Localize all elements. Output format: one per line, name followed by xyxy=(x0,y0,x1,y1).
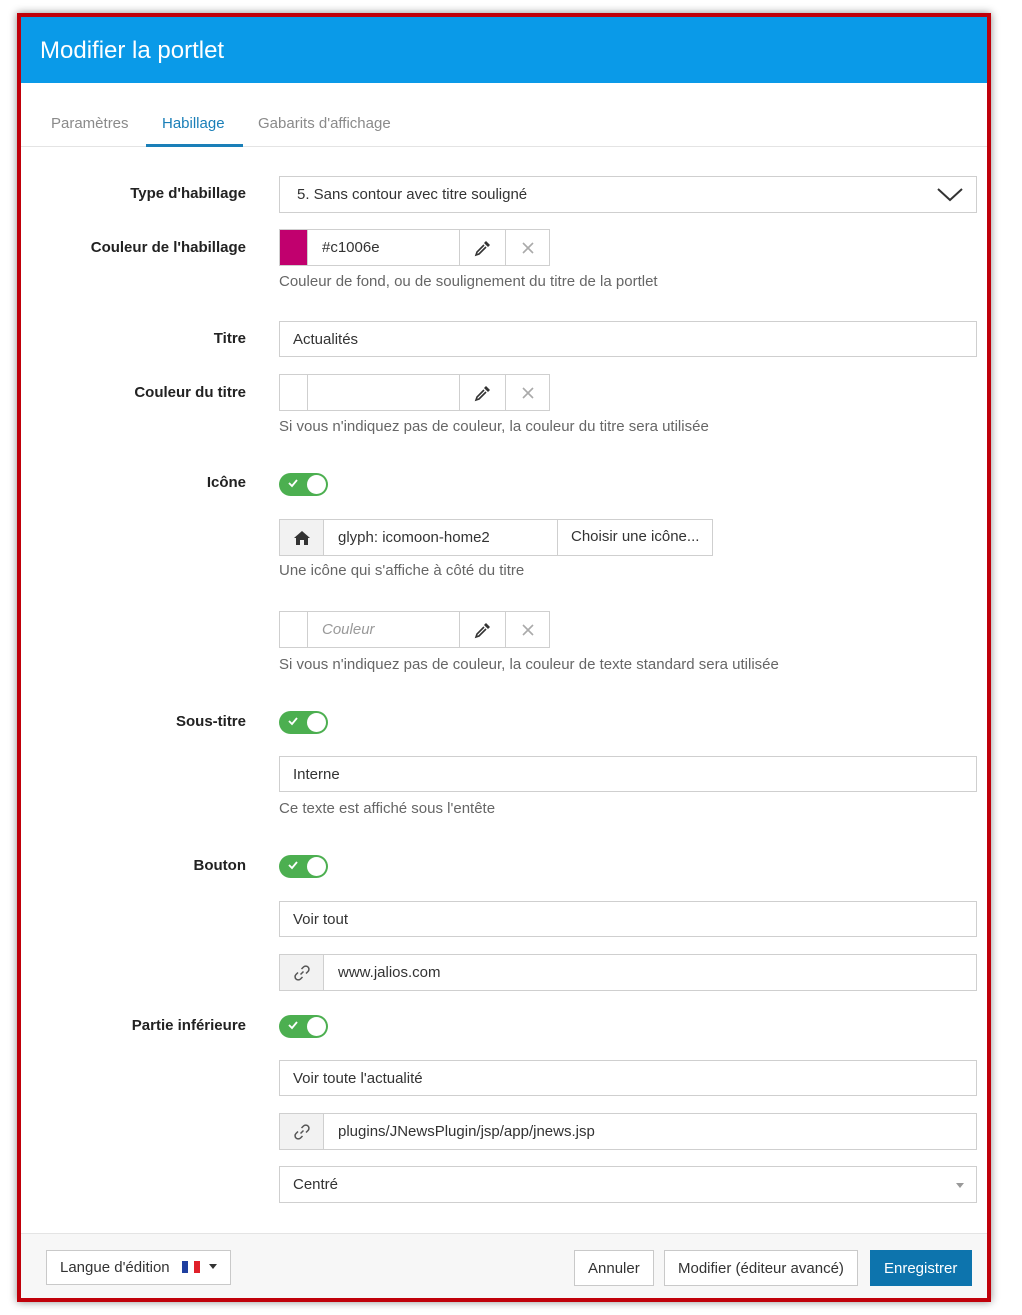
dialog-title: Modifier la portlet xyxy=(40,37,225,64)
partie-inferieure-link-input[interactable]: plugins/JNewsPlugin/jsp/app/jnews.jsp xyxy=(338,1123,595,1140)
portlet-dialog xyxy=(17,13,991,1302)
tab-habillage[interactable]: Habillage xyxy=(162,115,225,132)
couleur-titre-help: Si vous n'indiquez pas de couleur, la couleur du titre sera utilisée xyxy=(279,418,709,435)
partie-inferieure-label: Partie inférieure xyxy=(131,1017,246,1034)
caret-down-icon xyxy=(956,1183,964,1188)
eyedropper-icon xyxy=(474,384,492,402)
toggle-knob xyxy=(307,713,326,732)
clear-color-button[interactable] xyxy=(505,612,549,647)
choose-icon-button[interactable]: Choisir une icône... xyxy=(557,520,712,555)
link-addon xyxy=(280,955,324,990)
icone-color-help: Si vous n'indiquez pas de couleur, la couleur de texte standard sera utilisée xyxy=(279,656,779,673)
check-icon xyxy=(288,716,298,726)
toggle-knob xyxy=(307,475,326,494)
icone-label: Icône xyxy=(206,474,246,491)
icone-color-input[interactable]: Couleur xyxy=(322,621,375,638)
icone-help: Une icône qui s'affiche à côté du titre xyxy=(279,562,525,579)
icone-toggle[interactable] xyxy=(279,473,328,496)
sous-titre-label: Sous-titre xyxy=(175,713,246,730)
check-icon xyxy=(288,478,298,488)
save-button[interactable]: Enregistrer xyxy=(870,1250,972,1286)
clear-color-button[interactable] xyxy=(505,375,549,410)
couleur-habillage-picker xyxy=(279,229,550,266)
link-icon xyxy=(293,1123,311,1141)
tab-bar xyxy=(21,83,987,147)
check-icon xyxy=(288,860,298,870)
color-swatch[interactable] xyxy=(280,612,308,647)
sous-titre-input[interactable]: Interne xyxy=(279,756,977,792)
bouton-link-field xyxy=(279,954,977,991)
couleur-titre-label: Couleur du titre xyxy=(134,384,246,401)
eyedropper-icon xyxy=(474,621,492,639)
bouton-link-input[interactable]: www.jalios.com xyxy=(338,964,441,981)
partie-inferieure-text-input[interactable]: Voir toute l'actualité xyxy=(279,1060,977,1096)
tab-parametres[interactable]: Paramètres xyxy=(51,115,129,132)
alignment-value: Centré xyxy=(293,1176,339,1193)
close-icon xyxy=(521,386,535,400)
caret-down-icon xyxy=(209,1264,217,1269)
link-addon xyxy=(280,1114,324,1149)
cancel-button[interactable]: Annuler xyxy=(574,1250,654,1286)
tab-gabarits[interactable]: Gabarits d'affichage xyxy=(258,115,391,132)
eyedropper-button[interactable] xyxy=(459,375,505,410)
check-icon xyxy=(288,1020,298,1030)
sous-titre-toggle[interactable] xyxy=(279,711,328,734)
eyedropper-button[interactable] xyxy=(459,612,505,647)
type-habillage-select[interactable] xyxy=(279,176,977,213)
couleur-habillage-help: Couleur de fond, ou de soulignement du titre de la portlet xyxy=(279,273,658,290)
dialog-header xyxy=(21,17,987,83)
link-icon xyxy=(293,964,311,982)
titre-input[interactable]: Actualités xyxy=(279,321,977,357)
home-icon xyxy=(293,530,311,546)
icone-color-picker xyxy=(279,611,550,648)
icone-field xyxy=(279,519,713,556)
advanced-editor-button[interactable]: Modifier (éditeur avancé) xyxy=(664,1250,858,1286)
bouton-label: Bouton xyxy=(193,857,246,874)
active-tab-indicator xyxy=(146,144,243,147)
couleur-titre-picker xyxy=(279,374,550,411)
color-swatch[interactable] xyxy=(280,375,308,410)
alignment-select[interactable] xyxy=(279,1166,977,1203)
icone-value[interactable]: glyph: icomoon-home2 xyxy=(338,529,490,546)
language-button[interactable] xyxy=(46,1250,231,1285)
toggle-knob xyxy=(307,857,326,876)
couleur-habillage-label: Couleur de l'habillage xyxy=(90,239,246,256)
icon-preview xyxy=(280,520,324,555)
type-habillage-label: Type d'habillage xyxy=(130,185,246,202)
bouton-toggle[interactable] xyxy=(279,855,328,878)
partie-inferieure-link-field xyxy=(279,1113,977,1150)
eyedropper-button[interactable] xyxy=(459,230,505,265)
partie-inferieure-toggle[interactable] xyxy=(279,1015,328,1038)
titre-label: Titre xyxy=(213,330,246,347)
type-habillage-value: 5. Sans contour avec titre souligné xyxy=(297,186,528,203)
sous-titre-help: Ce texte est affiché sous l'entête xyxy=(279,800,496,817)
bouton-text-input[interactable]: Voir tout xyxy=(279,901,977,937)
color-swatch[interactable] xyxy=(280,230,308,265)
language-label: Langue d'édition xyxy=(60,1259,170,1276)
clear-color-button[interactable] xyxy=(505,230,549,265)
flag-fr-icon xyxy=(182,1261,200,1273)
close-icon xyxy=(521,623,535,637)
toggle-knob xyxy=(307,1017,326,1036)
eyedropper-icon xyxy=(474,239,492,257)
chevron-down-icon xyxy=(936,184,964,204)
couleur-habillage-input[interactable]: #c1006e xyxy=(322,239,380,256)
close-icon xyxy=(521,241,535,255)
